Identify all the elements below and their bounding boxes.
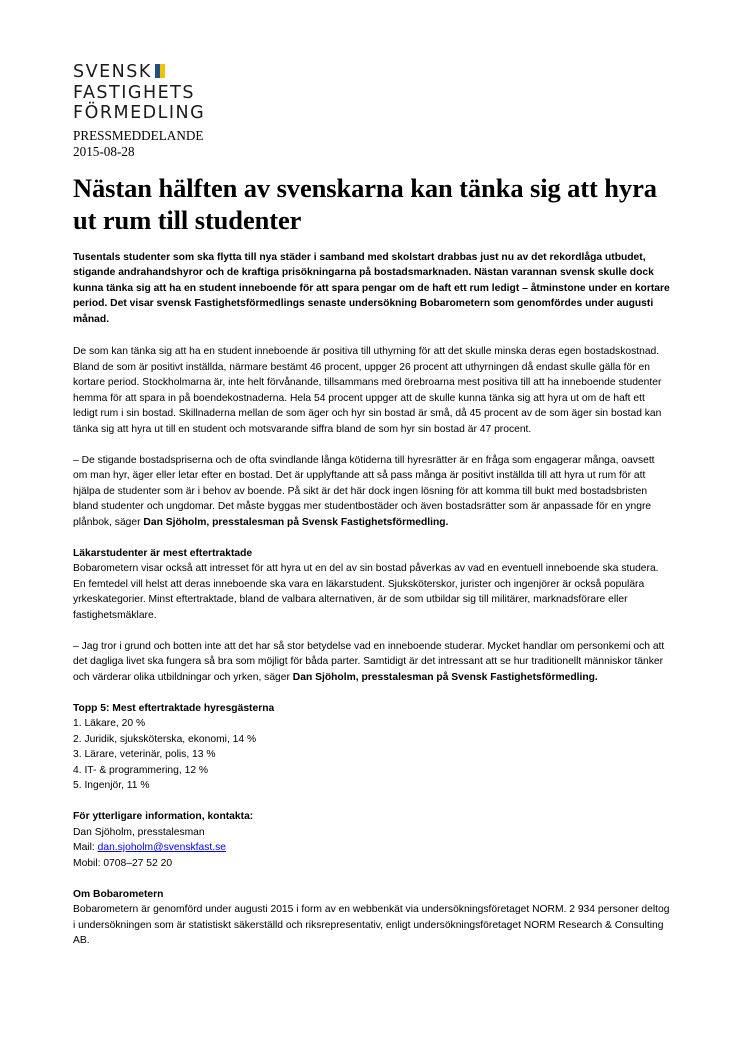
list-item: 5. Ingenjör, 11 % — [73, 780, 150, 791]
logo-line-3: FÖRMEDLING — [73, 103, 206, 123]
top5-list — [73, 701, 671, 794]
quote-paragraph-1 — [73, 453, 671, 531]
release-date: 2015-08-28 — [73, 143, 135, 159]
contact-heading: För ytterligare information, kontakta: — [73, 811, 254, 822]
logo-line-1: SVENSK — [73, 62, 152, 82]
about-block — [73, 887, 671, 949]
contact-mobile: Mobil: 0708–27 52 20 — [73, 857, 173, 869]
quote-paragraph-2 — [73, 639, 671, 686]
logo-line-2: FASTIGHETS — [73, 82, 195, 103]
quote-text-1: – De stigande bostadspriserna och de ofta svindlande långa kötiderna till hyresrätter är en fråga som engagerar många, oavsett om man hyr, äger eller letar efter en bostad. Det är upplyftande att så pass många är positivt inställda till att hyra ut rum för att hjälpa de studenter som är i behov av boende. På sikt är det här dock ingen lösning för att komma till bukt med bostadsbristen bland studenter och ungdomar. Det måste byggas mer studentbostäder och även bostadsrätter som är anpassade för en yngre plånbok, säger — [73, 454, 655, 528]
section-heading-students: Läkarstudenter är mest eftertraktade — [73, 547, 253, 559]
quote-speaker-1: Dan Sjöholm, presstalesman på Svensk Fastighetsförmedling. — [143, 516, 449, 528]
section-body-students: Bobarometern visar också att intresset för att hyra ut en del av sin bostad påverkas av vad en eventuell inneboende ska studera. En femtedel vill helst att deras inneboende ska vara en läkarstudent. Sjuksköterskor, jurister och ingenjörer är också populära yrkeskategorier. Minst eftertraktade, bland de valbara alternativen, är de som utbildar sig till militärer, marknadsförare eller fastighetsmäklare. — [73, 563, 659, 621]
contact-block — [73, 809, 671, 871]
contact-mail-link[interactable]: dan.sjoholm@svenskfast.se — [97, 842, 226, 853]
contact-mail-row — [73, 840, 671, 856]
document-type: PRESSMEDDELANDE — [73, 127, 204, 143]
list-item: 2. Juridik, sjuksköterska, ekonomi, 14 % — [73, 733, 257, 745]
lead-paragraph: Tusentals studenter som ska flytta till nya städer i samband med skolstart drabbas just nu av det rekordlåga utbudet, stigande andrahandshyror och de kraftiga prisökningarna på bostadsmarknaden. Nästan varannan svensk skulle dock kunna tänka sig att ha en student inneboende för att spara pengar om de haft ett rum ledigt – åtminstone under en kortare period. Det visar svensk Fastighetsförmedlings senaste undersökning Bobarometern som genomfördes under augusti månad. — [73, 251, 670, 325]
list-item: 1. Läkare, 20 % — [73, 718, 146, 729]
press-release — [73, 62, 671, 964]
list-item: 3. Lärare, veterinär, polis, 13 % — [73, 749, 216, 760]
top5-heading: Topp 5: Mest eftertraktade hyresgästerna — [73, 702, 275, 714]
press-meta — [73, 128, 671, 160]
about-body: Bobarometern är genomförd under augusti 2015 i form av en webbenkät via undersökningsföretaget NORM. 2 934 personer deltog i undersökningen som är statistiskt säkerställd och riksrepresentativ, enligt undersökningsföretaget NORM Research & Consulting AB. — [73, 904, 670, 946]
quote-speaker-2: Dan Sjöholm, presstalesman på Svensk Fastighetsförmedling. — [292, 671, 598, 683]
page-title: Nästan hälften av svenskarna kan tänka sig att hyra ut rum till studenter — [73, 172, 657, 235]
contact-mail-label: Mail: — [73, 842, 98, 853]
about-heading: Om Bobarometern — [73, 888, 164, 900]
contact-name: Dan Sjöholm, presstalesman — [73, 826, 205, 838]
list-item: 4. IT- & programmering, 12 % — [73, 764, 209, 776]
swedish-flag-icon — [155, 63, 165, 77]
body-paragraph-1: De som kan tänka sig att ha en student inneboende är positiva till uthyrning för att det skulle minska deras egen bostadskostnad. Bland de som är positivt inställda, närmare bestämt 46 procent, uppger 26 procent att uthyrningen då endast skulle gälla för en kortare period. Stockholmarna är, inte helt förvånande, tillsammans med örebroarna mest positiva till att ha inneboende studenter hemma för att spara in på boendekostnaderna. Hela 54 procent uppger att de skulle kunna tänka sig att hyra ut om de haft ett ledigt rum i sin bostad. Skillnaderna mellan de som äger och hyr sin bostad är små, då 45 procent av de som äger sin bostad kan tänka sig att hyra ut till en student och motsvarande siffra bland de som hyr sin bostad är 47 procent. — [73, 346, 662, 435]
company-logo — [73, 62, 671, 124]
quote-text-2: – Jag tror i grund och botten inte att det har så stor betydelse vad en inneboende studerar. Mycket handlar om personkemi och att det dagliga livet ska fungera så bra som möjligt för båda parter. Samtidigt är det intressant att se hur traditionellt människor tänker och värderar olika utbildningar och yrken, säger — [73, 640, 665, 683]
